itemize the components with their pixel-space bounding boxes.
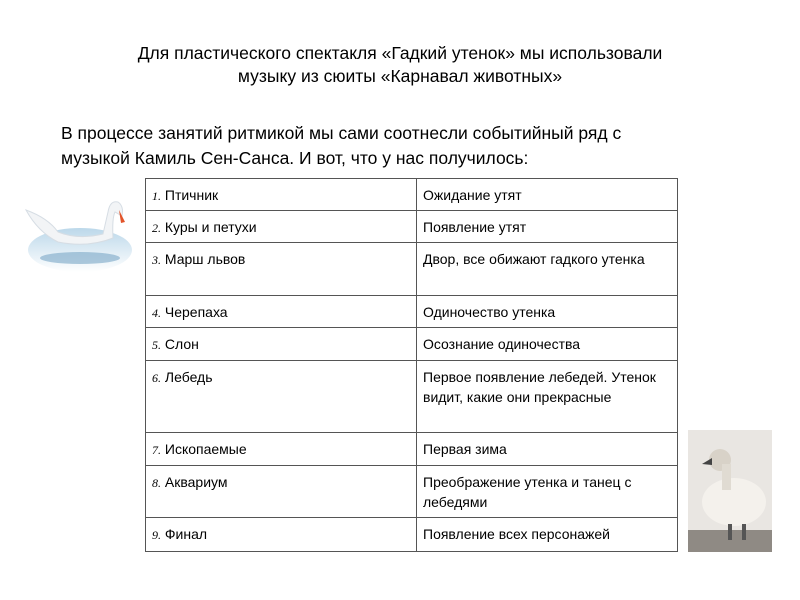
swan-image (18, 192, 133, 287)
title-line: Для пластического спектакля «Гадкий утенок» мы использовали (137, 43, 663, 63)
event-cell: Первая зима (417, 433, 678, 466)
row-number: 7. (152, 443, 161, 457)
music-piece: Слон (164, 336, 199, 352)
music-piece: Куры и петухи (164, 219, 257, 235)
table-row (146, 179, 678, 211)
music-cell (146, 361, 417, 433)
table-row (146, 433, 678, 466)
row-number: 5. (152, 338, 161, 352)
event-cell: Двор, все обижают гадкого утенка (417, 243, 678, 296)
music-piece: Птичник (164, 187, 219, 203)
music-cell (146, 328, 417, 361)
row-number: 6. (152, 371, 161, 385)
row-number: 3. (152, 253, 161, 267)
title-line: музыку из сюиты «Карнавал животных» (237, 66, 563, 86)
row-number: 2. (152, 221, 161, 235)
music-piece: Черепаха (164, 304, 228, 320)
intro-line: В процессе занятий ритмикой мы сами соотнесли событийный ряд с (61, 123, 622, 143)
row-number: 9. (152, 528, 161, 542)
table-row (146, 243, 678, 296)
table-row (146, 361, 678, 433)
slide-title (60, 42, 740, 88)
music-piece: Аквариум (164, 474, 228, 490)
music-cell (146, 296, 417, 328)
event-cell: Преображение утенка и танец с лебедями (417, 466, 678, 518)
cygnet-image (688, 430, 772, 552)
table-row (146, 466, 678, 518)
music-events-table (145, 178, 678, 552)
row-number: 1. (152, 189, 161, 203)
music-cell (146, 179, 417, 211)
event-cell: Ожидание утят (417, 179, 678, 211)
table-row (146, 518, 678, 552)
event-cell: Появление утят (417, 211, 678, 243)
music-cell (146, 433, 417, 466)
music-piece: Ископаемые (164, 441, 247, 457)
intro-text (61, 121, 701, 171)
table-row (146, 328, 678, 361)
music-cell (146, 518, 417, 552)
event-cell: Осознание одиночества (417, 328, 678, 361)
music-piece: Лебедь (164, 369, 213, 385)
table-row (146, 296, 678, 328)
event-cell: Первое появление лебедей. Утенок видит, какие они прекрасные (417, 361, 678, 433)
row-number: 4. (152, 306, 161, 320)
music-cell (146, 243, 417, 296)
row-number: 8. (152, 476, 161, 490)
music-cell (146, 211, 417, 243)
event-cell: Появление всех персонажей (417, 518, 678, 552)
intro-line: музыкой Камиль Сен-Санса. И вот, что у нас получилось: (61, 148, 529, 168)
table-row (146, 211, 678, 243)
music-cell (146, 466, 417, 518)
music-piece: Марш львов (164, 251, 246, 267)
event-cell: Одиночество утенка (417, 296, 678, 328)
music-piece: Финал (164, 526, 208, 542)
